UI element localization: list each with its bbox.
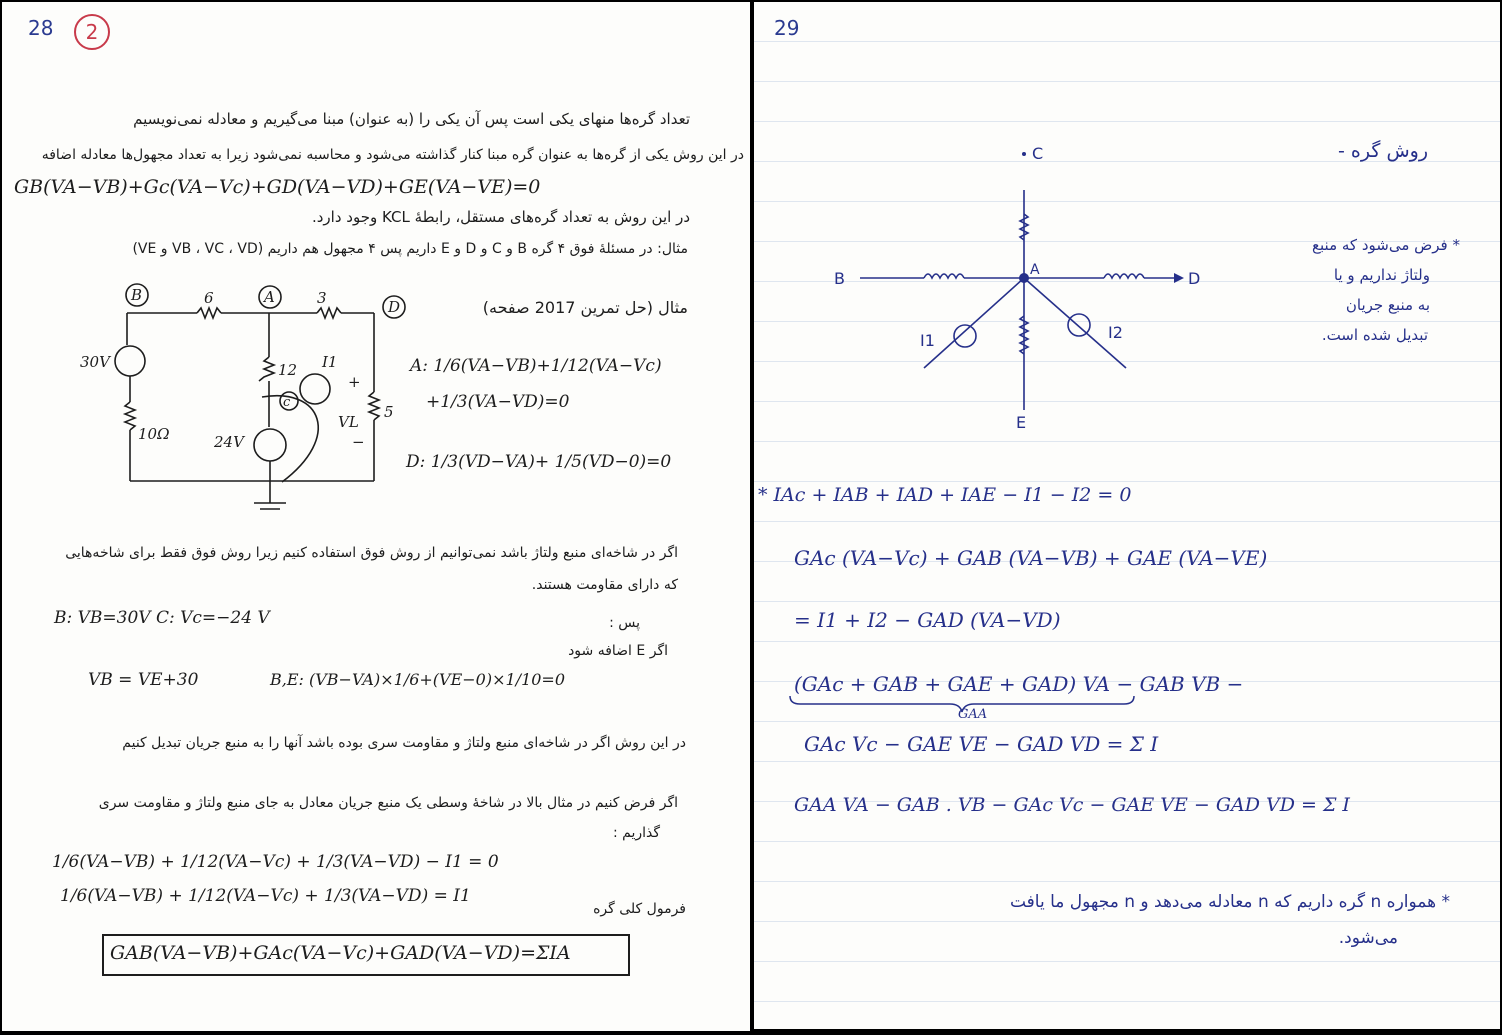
- rhs-equation: = I1 + I2 − GAD (VA−VD): [794, 608, 1061, 632]
- minus-sign: −: [352, 433, 365, 451]
- text-line-7: پس :: [609, 615, 640, 631]
- text-line-5: اگر در شاخه‌ای منبع ولتاژ باشد نمی‌توانیم از روش فوق استفاده کنیم زیرا روش فوق فقط برای شاخه‌هایی: [65, 545, 678, 561]
- kcl-equation: * IAc + IAB + IAD + IAE − I1 − I2 = 0: [758, 484, 1132, 506]
- expanded-equation: GAc (VA−Vc) + GAB (VA−VB) + GAE (VA−VE): [794, 546, 1268, 570]
- general-formula: GAB(VA−VB)+GAc(VA−Vc)+GAD(VA−VD)=ΣIA: [110, 942, 571, 964]
- supernode-eq-2: B,E: (VB−VA)×1/6+(VE−0)×1/10=0: [270, 670, 566, 689]
- gaa-label: GAA: [958, 707, 988, 722]
- footer-note-2: می‌شود.: [1338, 928, 1398, 948]
- note-line-2: ولتاژ نداریم و یا: [1333, 266, 1430, 284]
- notebook-page-right: [754, 2, 1500, 1029]
- source-30v: 30V: [80, 353, 110, 371]
- resistor-3: 3: [317, 289, 327, 307]
- text-line-10: اگر فرض کنیم در مثال بالا در شاخهٔ وسطی یک منبع جریان معادل به جای منبع ولتاژ و مقاومت سری: [98, 795, 678, 811]
- grouped-equation-2: GAc Vc − GAE VE − GAD VD = Σ I: [804, 732, 1159, 756]
- section-title: روش گره -: [1338, 140, 1428, 162]
- supernode-eq-1: VB = VE+30: [88, 670, 199, 690]
- circled-number: 2: [74, 14, 110, 50]
- resistor-12: 12: [278, 361, 298, 379]
- note-line-3: به منبع جریان: [1345, 296, 1430, 314]
- text-line-6: که دارای مقاومت هستند.: [531, 577, 678, 593]
- text-line-11: گذاریم :: [612, 825, 660, 841]
- page-number: 29: [774, 16, 800, 40]
- current-i1: I1: [920, 331, 935, 350]
- voltage-vl: VL: [338, 413, 359, 431]
- page-number: 28: [28, 16, 54, 40]
- resistor-10: 10Ω: [138, 425, 170, 443]
- node-label-a: A: [264, 288, 275, 306]
- resistor-5: 5: [384, 403, 394, 421]
- node-label-d: D: [388, 298, 401, 316]
- note-line-1: * فرض می‌شود که منبع: [1312, 236, 1460, 254]
- footer-note-1: * همواره n گره داریم که n معادله می‌دهد و n مجهول ما یافت: [1009, 892, 1450, 912]
- node-eq-d: D: 1/3(VD−VA)+ 1/5(VD−0)=0: [406, 452, 672, 472]
- notebook-page-left: [2, 2, 750, 1031]
- current-eq-1: 1/6(VA−VB) + 1/12(VA−Vc) + 1/3(VA−VD) − I1 = 0: [52, 852, 499, 872]
- grouped-equation: (GAc + GAB + GAE + GAD) VA − GAB VB −: [794, 672, 1244, 696]
- final-equation: GAA VA − GAB . VB − GAc Vc − GAE VE − GAD VD = Σ I: [794, 794, 1350, 816]
- text-line-9: در این روش اگر در شاخه‌ای منبع ولتاژ و مقاومت سری بوده باشد آنها را به منبع جریان تبدیل کنیم: [122, 735, 686, 751]
- node-a: A: [1030, 262, 1040, 278]
- current-i2: I2: [1108, 323, 1123, 342]
- text-line-8: اگر E اضافه شود: [568, 643, 668, 659]
- note-line-4: تبدیل شده است.: [1321, 326, 1428, 344]
- node-diagram: [824, 140, 1214, 440]
- node-eq-a-1: A: 1/6(VA−VB)+1/12(VA−Vc): [410, 356, 662, 376]
- plus-sign: +: [348, 373, 361, 391]
- text-line-4: مثال: در مسئلهٔ فوق ۴ گره B و C و D و E داریم پس ۴ مجهول هم داریم (VB ، VC ، VD و VE): [132, 241, 688, 257]
- node-label-c: c: [283, 395, 291, 410]
- text-line-3: در این روش به تعداد گره‌های مستقل، رابطهٔ KCL وجود دارد.: [311, 208, 690, 226]
- source-values: B: VB=30V C: Vc=−24 V: [54, 608, 270, 628]
- general-formula-label: فرمول کلی گره: [593, 901, 686, 917]
- text-line-1: تعداد گره‌ها منهای یکی است پس آن یکی را (به عنوان) مبنا می‌گیریم و معادله نمی‌نویسیم: [133, 110, 690, 128]
- current-i1: I1: [322, 353, 338, 371]
- source-24v: 24V: [214, 433, 244, 451]
- circuit-diagram: [80, 277, 422, 517]
- text-line-2: در این روش یکی از گره‌ها به عنوان گره مبنا کنار گذاشته می‌شود و محاسبه نمی‌شود زیرا به تعداد مجهول‌ها معادله اضافه: [41, 147, 744, 163]
- current-eq-2: 1/6(VA−VB) + 1/12(VA−Vc) + 1/3(VA−VD) = I1: [60, 886, 471, 906]
- node-b: B: [834, 269, 845, 288]
- equation-line: GB(VA−VB)+Gc(VA−Vc)+GD(VA−VD)+GE(VA−VE)=0: [14, 176, 541, 198]
- example-title: مثال (حل تمرین 2017 صفحه): [482, 298, 688, 317]
- resistor-6: 6: [204, 289, 214, 307]
- node-label-b: B: [131, 286, 143, 304]
- node-e: E: [1016, 413, 1027, 432]
- node-c: C: [1032, 144, 1044, 163]
- node-eq-a-2: +1/3(VA−VD)=0: [426, 392, 570, 412]
- node-d: D: [1188, 269, 1201, 288]
